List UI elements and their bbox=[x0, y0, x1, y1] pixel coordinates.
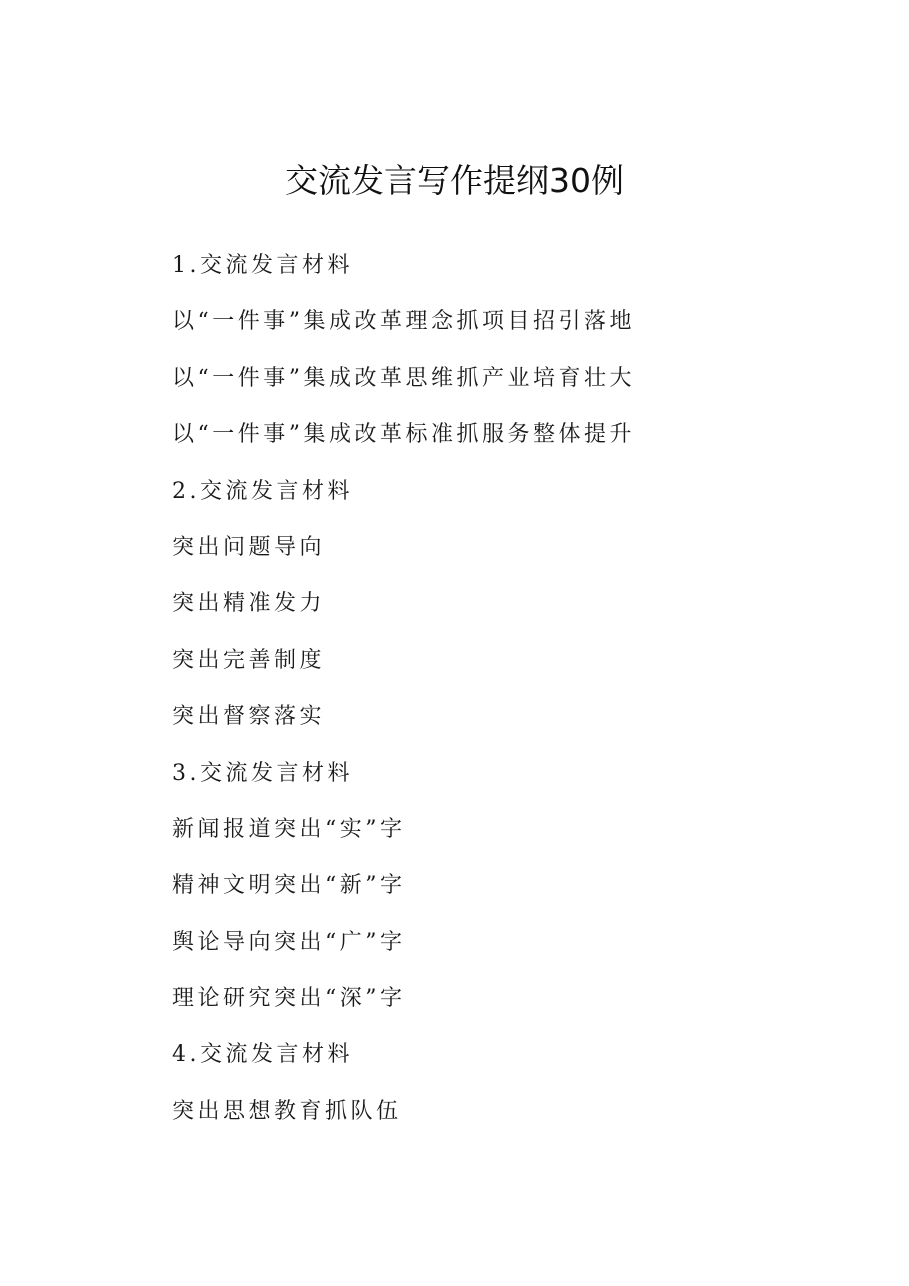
outline-item: 突出问题导向 bbox=[172, 534, 326, 560]
outline-item: 舆论导向突出“广”字 bbox=[172, 929, 406, 955]
outline-item: 以“一件事”集成改革标准抓服务整体提升 bbox=[172, 422, 635, 448]
outline-item: 以“一件事”集成改革理念抓项目招引落地 bbox=[172, 309, 635, 335]
outline-item: 突出督察落实 bbox=[172, 704, 326, 730]
section-heading: 3.交流发言材料 bbox=[172, 760, 353, 786]
outline-item: 新闻报道突出“实”字 bbox=[172, 816, 406, 842]
outline-item: 理论研究突出“深”字 bbox=[172, 986, 406, 1012]
outline-item: 突出思想教育抓队伍 bbox=[172, 1098, 402, 1124]
section-heading: 1.交流发言材料 bbox=[172, 253, 353, 278]
outline-item: 突出完善制度 bbox=[172, 647, 326, 673]
document-body bbox=[172, 246, 812, 1148]
section-heading: 2.交流发言材料 bbox=[172, 478, 353, 504]
document-title: 交流发言写作提纲30例 bbox=[285, 161, 624, 200]
section-heading: 4.交流发言材料 bbox=[172, 1042, 353, 1068]
outline-item: 以“一件事”集成改革思维抓产业培育壮大 bbox=[172, 365, 635, 391]
outline-item: 突出精准发力 bbox=[172, 591, 326, 617]
outline-item: 精神文明突出“新”字 bbox=[172, 873, 406, 899]
